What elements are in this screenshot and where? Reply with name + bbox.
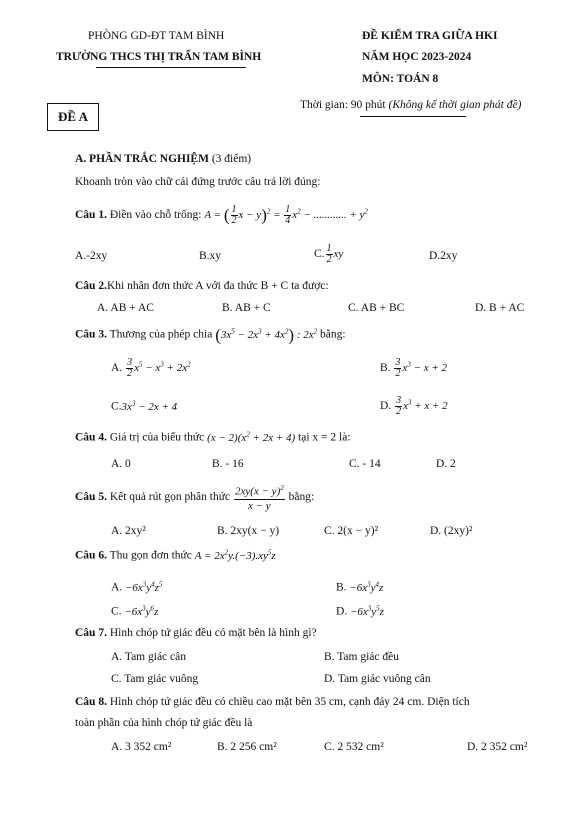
q3-option-a-label: A. (111, 362, 123, 375)
q7-option-a[interactable]: A. Tam giác cân (111, 651, 186, 663)
q4-option-a[interactable]: A. 0 (111, 458, 131, 470)
q4-suffix: tại x = 2 là: (298, 431, 351, 444)
q6-option-c[interactable] (111, 604, 158, 618)
q1-label: Câu 1. (75, 209, 107, 222)
section-instruction: Khoanh tròn vào chữ cái đứng trước câu trả lời đúng: (75, 176, 321, 188)
q5-option-b[interactable]: B. 2xy(x − y) (217, 525, 280, 537)
q3-option-c-label: C. (111, 400, 122, 413)
q2-label: Câu 2. (75, 280, 107, 292)
q1-option-c-value: $\frac{1}{2}$ xy (326, 243, 344, 265)
q8-text-line2: toàn phần của hình chóp tứ giác đều là (75, 717, 253, 729)
q5-label: Câu 5. (75, 490, 107, 503)
q3-option-c-value: $3x^3 - 2x + 4$ (121, 399, 178, 413)
q1-option-d[interactable]: D.2xy (429, 250, 458, 262)
q1-option-b[interactable]: B.xy (199, 250, 222, 262)
q3-option-d[interactable] (380, 396, 448, 417)
q8-label: Câu 8. (75, 696, 107, 708)
q3-option-d-value: $\frac{3}{2}$ $x^3 + x + 2$ (396, 395, 448, 417)
q1-formula: A = ( $\frac{1}{2}$ x − y)$^2$ = $\frac{1}{4}$ $x^2$ − ............ + $y^2$ (204, 204, 368, 226)
q6-text: Thu gọn đơn thức (109, 549, 195, 562)
q7-option-d[interactable]: D. Tam giác vuông cân (324, 673, 431, 685)
q8-text: Hình chóp tứ giác đều có chiều cao mặt bên 35 cm, cạnh đáy 24 cm. Diện tích (109, 696, 470, 708)
q2-option-a[interactable]: A. AB + AC (97, 302, 154, 314)
q5-suffix: bằng: (288, 490, 315, 503)
school-year: NĂM HỌC 2023-2024 (362, 51, 472, 63)
q1-option-c[interactable] (314, 244, 343, 265)
q3-suffix: bằng: (319, 328, 346, 341)
time-underline (360, 116, 466, 117)
q4-label: Câu 4. (75, 431, 107, 444)
school-underline (96, 67, 246, 68)
q5-text: Kết quả rút gọn phân thức (109, 490, 233, 503)
question-5 (75, 482, 314, 513)
question-2 (75, 280, 329, 292)
q3-text: Thương của phép chia (109, 328, 216, 341)
q6-option-c-label: C. (111, 605, 122, 618)
question-1 (75, 205, 368, 226)
school-name: TRƯỜNG THCS THỊ TRẤN TAM BÌNH (56, 51, 262, 63)
q3-label: Câu 3. (75, 328, 107, 341)
question-7 (75, 627, 317, 639)
subject: MÔN: TOÁN 8 (362, 73, 439, 85)
exam-title: ĐỀ KIỂM TRA GIỮA HKI (362, 30, 498, 42)
q8-option-b[interactable]: B. 2 256 cm² (217, 741, 277, 753)
exam-code: ĐỀ A (58, 109, 88, 124)
q6-option-d-label: D. (336, 605, 348, 618)
q4-option-d[interactable]: D. 2 (436, 458, 456, 470)
question-6 (75, 548, 276, 562)
q7-text: Hình chóp tứ giác đều có mặt bên là hình gì? (109, 627, 317, 639)
q3-formula: $(3x^5 - 2x^3 + 4x^2)$ : $2x^2$ (215, 325, 318, 344)
section-title (75, 153, 251, 165)
q6-option-a[interactable] (111, 580, 162, 594)
q3-option-b[interactable] (380, 358, 447, 379)
q3-option-c[interactable] (111, 399, 177, 413)
q6-formula: $A = 2x^2y.(-3).xy^5z$ (194, 548, 276, 562)
q5-option-d[interactable]: D. (2xy)² (430, 525, 473, 537)
q6-option-d[interactable] (336, 604, 384, 618)
q6-option-a-label: A. (111, 581, 123, 594)
q1-option-a[interactable]: A.-2xy (75, 250, 108, 262)
q4-option-c[interactable]: C. - 14 (349, 458, 381, 470)
question-4 (75, 430, 351, 444)
q2-text: Khi nhân đơn thức A với đa thức B + C ta được: (106, 280, 329, 292)
exam-code-box (47, 103, 99, 131)
q1-option-c-label: C. (314, 248, 325, 261)
q1-text: Điền vào chỗ trống: (109, 209, 205, 222)
section-heading: A. PHẦN TRẮC NGHIỆM (75, 153, 209, 165)
q5-option-a[interactable]: A. 2xy² (111, 525, 146, 537)
q3-option-a-value: $\frac{3}{2}$ $x^5 - x^3 + 2x^2$ (127, 357, 191, 379)
q3-option-b-label: B. (380, 362, 391, 375)
q3-option-a[interactable] (111, 358, 191, 379)
q6-option-c-value: $-6x^3y^6z$ (121, 604, 159, 618)
q2-option-c[interactable]: C. AB + BC (348, 302, 405, 314)
time-label: Thời gian: 90 phút (300, 99, 389, 111)
q6-option-b-value: $-6x^3y^4z$ (346, 580, 384, 594)
exam-time (300, 99, 521, 111)
q5-formula: $\frac{2xy(x - y)^2}{x - y}$ (234, 484, 284, 512)
q6-option-b[interactable] (336, 580, 383, 594)
department-name: PHÒNG GD-ĐT TAM BÌNH (88, 30, 225, 42)
q2-option-b[interactable]: B. AB + C (222, 302, 271, 314)
q8-option-d[interactable]: D. 2 352 cm² (467, 741, 528, 753)
q6-label: Câu 6. (75, 549, 107, 562)
q8-option-a[interactable]: A. 3 352 cm² (111, 741, 172, 753)
q2-option-d[interactable]: D. B + AC (475, 302, 525, 314)
time-note: (Không kể thời gian phát đề) (388, 99, 522, 111)
question-3 (75, 325, 346, 345)
q6-option-d-value: $-6x^3y^5z$ (347, 604, 384, 618)
q3-option-b-value: $\frac{3}{2}$ $x^3 - x + 2$ (395, 357, 448, 379)
q6-option-b-label: B. (336, 581, 347, 594)
q7-option-c[interactable]: C. Tam giác vuông (111, 673, 199, 685)
q3-option-d-label: D. (380, 400, 392, 413)
q8-option-c[interactable]: C. 2 532 cm² (324, 741, 384, 753)
q4-formula: $(x - 2)(x^2 + 2x + 4)$ (207, 430, 296, 444)
q4-text: Giá trị của biểu thức (109, 431, 208, 444)
q7-label: Câu 7. (75, 627, 107, 639)
question-8 (75, 696, 470, 708)
q5-option-c[interactable]: C. 2(x − y)² (324, 525, 379, 537)
section-points: (3 điểm) (208, 153, 252, 165)
q7-option-b[interactable]: B. Tam giác đều (324, 651, 399, 663)
q6-option-a-value: $-6x^3y^4z^5$ (122, 580, 163, 594)
q4-option-b[interactable]: B. - 16 (212, 458, 244, 470)
